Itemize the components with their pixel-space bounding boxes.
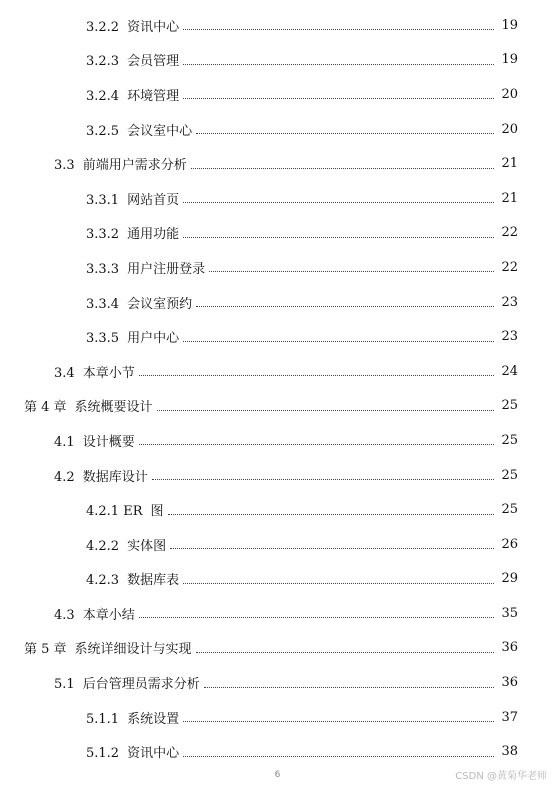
toc-leader-dots [152,478,494,480]
toc-leader-dots [183,340,494,342]
toc-entry-title: 会议室预约 [127,296,193,312]
toc-entry-label [54,431,139,450]
toc-entry-page: 23 [501,329,518,345]
toc-entry-title: 网站首页 [127,192,180,208]
toc-entry-number: 3.3.3 [86,261,120,277]
toc-entry-title: 会议室中心 [127,123,193,139]
toc-entry-page: 36 [501,640,518,656]
toc-entry-title: 用户注册登录 [127,261,206,277]
toc-entry-label [54,466,152,485]
toc-entry-title: 数据库表 [127,573,180,589]
toc-leader-dots [191,167,494,169]
toc-entry-label [86,500,168,519]
toc-entry-page: 22 [501,259,518,275]
toc-entry-label [86,189,183,208]
toc-entry-label [54,604,139,623]
toc-entry-label [86,223,183,242]
toc-leader-dots [196,305,494,307]
toc-entry-number: 3.3.2 [86,227,120,243]
toc-entry-number: 第 5 章 [24,642,67,658]
toc-entry[interactable] [0,527,555,562]
toc-entry[interactable] [0,665,555,700]
toc-leader-dots [168,513,494,515]
toc-entry-title: 环境管理 [127,88,180,104]
toc-entry-page: 24 [501,363,518,379]
toc-entry-page: 21 [501,190,518,206]
toc-entry-label [24,638,196,657]
toc-entry[interactable] [0,734,555,769]
toc-entry-title: 系统概要设计 [74,400,153,416]
toc-entry-number: 3.4 [54,365,75,381]
toc-entry[interactable] [0,423,555,458]
toc-leader-dots [139,374,494,376]
toc-entry-title: 资讯中心 [127,746,180,762]
toc-entry[interactable] [0,354,555,389]
toc-entry-label [54,362,139,381]
toc-entry[interactable] [0,492,555,527]
toc-entry-number: 3.2.3 [86,54,120,70]
toc-leader-dots [196,651,494,653]
table-of-contents [0,8,555,769]
toc-entry-title: 图 [150,504,164,520]
toc-entry-label [86,16,183,35]
toc-entry-title: 本章小节 [82,365,135,381]
toc-entry-label [24,396,157,415]
toc-leader-dots [170,547,494,549]
toc-entry-label [86,120,196,139]
toc-leader-dots [157,409,494,411]
toc-leader-dots [209,270,494,272]
toc-entry-number: 3.2.2 [86,19,120,35]
toc-leader-dots [183,582,494,584]
toc-entry-page: 19 [501,17,518,33]
toc-entry-number: 4.2.2 [86,538,120,554]
toc-entry-label [86,85,183,104]
toc-entry-page: 25 [501,432,518,448]
toc-entry-number: 5.1.1 [86,711,120,727]
toc-entry[interactable] [0,77,555,112]
toc-entry-page: 19 [501,52,518,68]
toc-entry-title: 系统详细设计与实现 [74,642,192,658]
toc-entry-number: 3.2.5 [86,123,120,139]
toc-entry-number: 3.3 [54,158,75,174]
toc-entry-number: 4.1 [54,434,75,450]
toc-entry[interactable] [0,562,555,597]
toc-entry-label [54,673,204,692]
toc-entry-number: 5.1.2 [86,746,120,762]
toc-entry-label [86,293,196,312]
toc-entry-label [86,742,183,761]
toc-entry-number: 3.3.5 [86,331,120,347]
toc-entry-title: 设计概要 [82,434,135,450]
page-number: 6 [274,770,281,780]
toc-entry-label [54,154,191,173]
toc-entry-page: 21 [501,156,518,172]
toc-entry[interactable] [0,43,555,78]
toc-entry-title: 前端用户需求分析 [82,158,187,174]
toc-entry[interactable] [0,216,555,251]
toc-entry-title: 系统设置 [127,711,180,727]
toc-leader-dots [183,755,494,757]
toc-entry-page: 25 [501,502,518,518]
toc-leader-dots [183,97,494,99]
toc-entry-page: 23 [501,294,518,310]
toc-leader-dots [183,720,494,722]
toc-entry-label [86,708,183,727]
toc-leader-dots [183,236,494,238]
toc-entry-number: 3.3.1 [86,192,120,208]
toc-leader-dots [139,616,494,618]
toc-leader-dots [183,28,494,30]
toc-entry-number: 4.3 [54,607,75,623]
toc-entry[interactable] [0,250,555,285]
toc-entry-title: 用户中心 [127,331,180,347]
toc-entry[interactable] [0,700,555,735]
toc-entry-number: 第 4 章 [24,400,67,416]
toc-entry-label [86,258,209,277]
toc-entry-number: 3.2.4 [86,88,120,104]
toc-entry[interactable] [0,8,555,43]
toc-entry[interactable] [0,181,555,216]
toc-entry-page: 20 [501,121,518,137]
toc-entry-page: 35 [501,605,518,621]
toc-entry-title: 通用功能 [127,227,180,243]
toc-entry-page: 36 [501,675,518,691]
toc-entry-number: 4.2.3 [86,573,120,589]
toc-entry-number: 4.2.1 ER [86,504,143,520]
toc-entry[interactable] [0,596,555,631]
toc-leader-dots [139,443,494,445]
toc-entry-label [86,569,183,588]
toc-leader-dots [183,63,494,65]
toc-entry-label [86,535,170,554]
toc-entry[interactable] [0,458,555,493]
toc-entry-page: 29 [501,571,518,587]
toc-entry-page: 37 [501,709,518,725]
toc-entry-title: 数据库设计 [82,469,148,485]
toc-entry-label [86,50,183,69]
toc-entry-page: 25 [501,398,518,414]
toc-entry-page: 22 [501,225,518,241]
toc-entry-page: 26 [501,536,518,552]
toc-entry-title: 会员管理 [127,54,180,70]
toc-entry-title: 实体图 [127,538,167,554]
toc-entry-page: 20 [501,86,518,102]
toc-entry[interactable] [0,389,555,424]
toc-entry-number: 5.1 [54,677,75,693]
toc-entry-title: 本章小结 [82,607,135,623]
toc-entry[interactable] [0,285,555,320]
toc-entry[interactable] [0,112,555,147]
watermark: CSDN @黄菊华老师 [455,771,547,782]
toc-leader-dots [196,132,494,134]
toc-entry-page: 38 [501,744,518,760]
toc-entry[interactable] [0,319,555,354]
toc-entry-number: 3.3.4 [86,296,120,312]
toc-entry-page: 25 [501,467,518,483]
toc-leader-dots [183,201,494,203]
toc-entry[interactable] [0,146,555,181]
toc-entry[interactable] [0,631,555,666]
toc-entry-number: 4.2 [54,469,75,485]
toc-entry-label [86,327,183,346]
toc-entry-title: 后台管理员需求分析 [82,677,200,693]
toc-entry-title: 资讯中心 [127,19,180,35]
toc-leader-dots [204,686,494,688]
